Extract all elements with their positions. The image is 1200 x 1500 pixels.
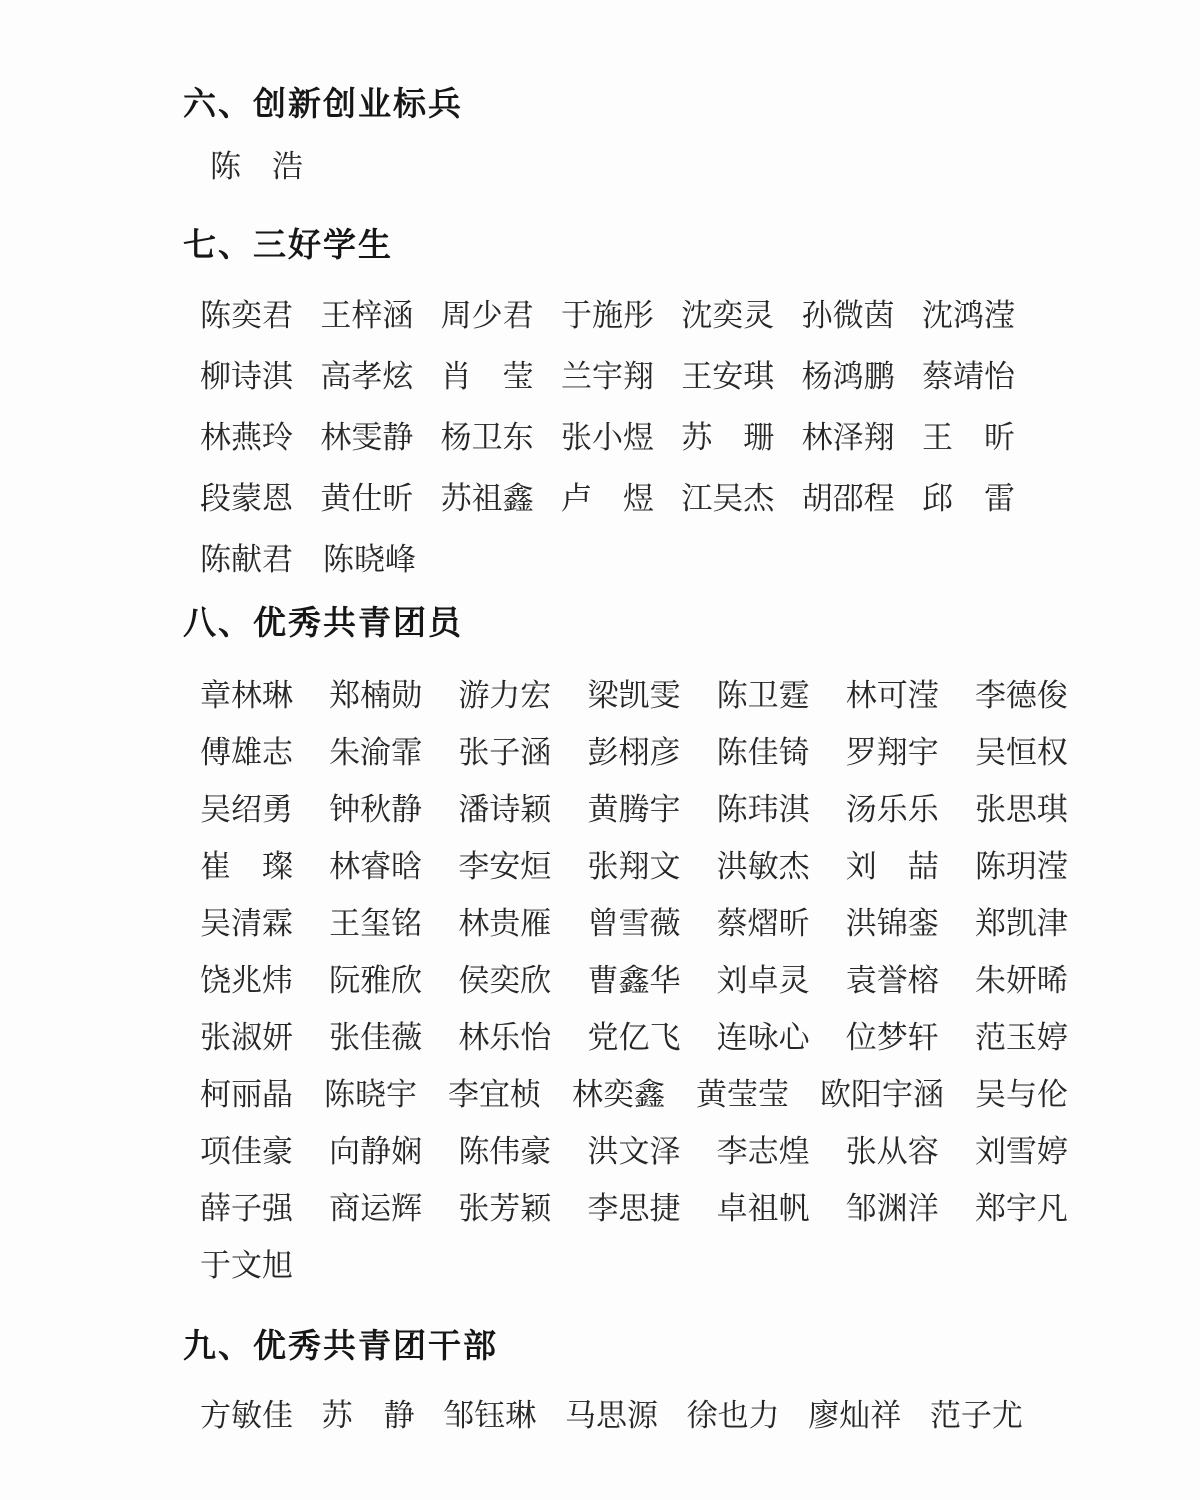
person-name: 王安琪 — [681, 359, 775, 394]
person-name: 李宜桢 — [448, 1077, 541, 1112]
section-innovation-model — [0, 86, 1200, 183]
person-name: 于文旭 — [200, 1248, 293, 1283]
person-name: 郑宇凡 — [974, 1191, 1068, 1226]
person-name: 邹渊洋 — [845, 1191, 939, 1226]
person-name: 段蒙恩 — [200, 481, 293, 516]
person-name: 向静娴 — [329, 1134, 423, 1169]
name-list-three-good-students — [200, 300, 1200, 576]
name-row — [200, 680, 1068, 712]
name-row — [200, 965, 1068, 997]
person-name: 朱渝霏 — [329, 735, 423, 770]
person-name: 杨卫东 — [440, 420, 534, 455]
person-name: 张芳颖 — [458, 1191, 552, 1226]
person-name: 欧阳宇涵 — [820, 1077, 944, 1112]
person-name: 江吴杰 — [681, 481, 775, 516]
person-name: 林贵雁 — [458, 906, 552, 941]
person-name: 洪文泽 — [587, 1134, 681, 1169]
person-name: 朱妍晞 — [974, 963, 1068, 998]
person-name: 张淑妍 — [200, 1020, 293, 1055]
person-name: 曾雪薇 — [587, 906, 681, 941]
person-name: 肖 莹 — [440, 359, 534, 394]
person-name: 林泽翔 — [801, 420, 895, 455]
person-name: 林可滢 — [845, 678, 939, 713]
person-name: 章林琳 — [200, 678, 293, 713]
person-name: 陈献君 — [200, 542, 293, 577]
person-name: 黄仕昕 — [320, 481, 414, 516]
person-name: 汤乐乐 — [845, 792, 939, 827]
person-name: 刘 喆 — [845, 849, 939, 884]
person-name: 于施彤 — [560, 298, 654, 333]
person-name: 梁凯雯 — [587, 678, 681, 713]
person-name: 王 昕 — [921, 420, 1015, 455]
person-name: 刘雪婷 — [974, 1134, 1068, 1169]
person-name: 吴清霖 — [200, 906, 293, 941]
person-name: 位梦轩 — [845, 1020, 939, 1055]
person-name: 陈晓宇 — [324, 1077, 417, 1112]
person-name: 曹鑫华 — [587, 963, 681, 998]
person-name: 郑楠勋 — [329, 678, 423, 713]
person-name: 李志煌 — [716, 1134, 810, 1169]
person-name: 李德俊 — [974, 678, 1068, 713]
section-heading-outstanding-league-members: 八、优秀共青团员 — [183, 604, 463, 641]
name-row — [200, 851, 1068, 883]
person-name: 陈晓峰 — [323, 542, 416, 577]
person-name: 陈伟豪 — [458, 1134, 552, 1169]
name-row — [210, 151, 1025, 183]
person-name: 项佳豪 — [200, 1134, 293, 1169]
person-name: 邱 雷 — [921, 481, 1015, 516]
person-name: 郑凯津 — [974, 906, 1068, 941]
person-name: 连咏心 — [716, 1020, 810, 1055]
person-name: 邹钰琳 — [443, 1398, 537, 1433]
person-name: 陈玥滢 — [974, 849, 1068, 884]
name-row — [200, 361, 1015, 393]
person-name: 罗翔宇 — [845, 735, 939, 770]
section-heading-innovation-model: 六、创新创业标兵 — [183, 85, 463, 122]
person-name: 林雯静 — [320, 420, 414, 455]
person-name: 陈玮淇 — [716, 792, 810, 827]
person-name: 周少君 — [440, 298, 534, 333]
person-name: 沈奕灵 — [681, 298, 775, 333]
person-name: 廖灿祥 — [808, 1398, 902, 1433]
person-name: 沈鸿滢 — [921, 298, 1015, 333]
person-name: 林奕鑫 — [572, 1077, 665, 1112]
person-name: 方敏佳 — [200, 1398, 293, 1433]
person-name: 张佳薇 — [329, 1020, 423, 1055]
person-name: 陈 浩 — [210, 149, 303, 184]
section-heading-three-good-students: 七、三好学生 — [183, 226, 393, 263]
person-name: 苏 珊 — [681, 420, 775, 455]
name-row — [200, 1400, 1023, 1432]
person-name: 阮雅欣 — [329, 963, 423, 998]
person-name: 胡邵程 — [801, 481, 895, 516]
name-row — [200, 300, 1015, 332]
person-name: 张从容 — [845, 1134, 939, 1169]
person-name: 刘卓灵 — [716, 963, 810, 998]
name-row — [200, 1136, 1068, 1168]
person-name: 吴恒权 — [974, 735, 1068, 770]
person-name: 苏祖鑫 — [440, 481, 534, 516]
name-row — [200, 483, 1015, 515]
person-name: 兰宇翔 — [560, 359, 654, 394]
person-name: 杨鸿鹏 — [801, 359, 895, 394]
person-name: 钟秋静 — [329, 792, 423, 827]
person-name: 崔 璨 — [200, 849, 293, 884]
person-name: 孙微茵 — [801, 298, 895, 333]
name-row — [200, 1193, 1068, 1225]
person-name: 侯奕欣 — [458, 963, 552, 998]
person-name: 陈卫霆 — [716, 678, 810, 713]
person-name: 袁誉榕 — [845, 963, 939, 998]
person-name: 彭栩彦 — [587, 735, 681, 770]
name-row — [200, 1079, 1068, 1111]
person-name: 柳诗淇 — [200, 359, 293, 394]
person-name: 张思琪 — [974, 792, 1068, 827]
person-name: 黄莹莹 — [696, 1077, 789, 1112]
person-name: 薛子强 — [200, 1191, 293, 1226]
name-row — [200, 1250, 1068, 1282]
name-row — [200, 1022, 1068, 1054]
person-name: 范子尤 — [929, 1398, 1023, 1433]
person-name: 张子涵 — [458, 735, 552, 770]
person-name: 林睿晗 — [329, 849, 423, 884]
person-name: 卢 煜 — [560, 481, 654, 516]
person-name: 蔡熠昕 — [716, 906, 810, 941]
person-name: 徐也力 — [686, 1398, 780, 1433]
person-name: 饶兆炜 — [200, 963, 293, 998]
person-name: 高孝炫 — [320, 359, 414, 394]
person-name: 陈佳锜 — [716, 735, 810, 770]
name-list-outstanding-league-cadres — [200, 1400, 1200, 1432]
person-name: 党亿飞 — [587, 1020, 681, 1055]
person-name: 王玺铭 — [329, 906, 423, 941]
person-name: 苏 静 — [321, 1398, 415, 1433]
person-name: 洪锦銮 — [845, 906, 939, 941]
person-name: 吴与伦 — [975, 1077, 1068, 1112]
name-list-innovation-model — [200, 151, 1200, 183]
person-name: 范玉婷 — [974, 1020, 1068, 1055]
person-name: 王梓涵 — [320, 298, 414, 333]
person-name: 蔡靖怡 — [921, 359, 1015, 394]
name-row — [200, 544, 1015, 576]
person-name: 吴绍勇 — [200, 792, 293, 827]
person-name: 林燕玲 — [200, 420, 293, 455]
person-name: 张翔文 — [587, 849, 681, 884]
section-outstanding-league-members — [0, 605, 1200, 1282]
person-name: 洪敏杰 — [716, 849, 810, 884]
name-row — [200, 737, 1068, 769]
name-row — [200, 794, 1068, 826]
section-heading-outstanding-league-cadres: 九、优秀共青团干部 — [183, 1327, 498, 1364]
person-name: 柯丽晶 — [200, 1077, 293, 1112]
name-list-outstanding-league-members — [200, 680, 1200, 1282]
section-outstanding-league-cadres — [0, 1328, 1200, 1432]
person-name: 潘诗颖 — [458, 792, 552, 827]
person-name: 游力宏 — [458, 678, 552, 713]
person-name: 林乐怡 — [458, 1020, 552, 1055]
person-name: 陈奕君 — [200, 298, 293, 333]
person-name: 张小煜 — [560, 420, 654, 455]
person-name: 商运辉 — [329, 1191, 423, 1226]
name-row — [200, 422, 1015, 454]
person-name: 傅雄志 — [200, 735, 293, 770]
person-name: 马思源 — [564, 1398, 658, 1433]
person-name: 李思捷 — [587, 1191, 681, 1226]
person-name: 卓祖帆 — [716, 1191, 810, 1226]
section-three-good-students — [0, 227, 1200, 576]
person-name: 黄腾宇 — [587, 792, 681, 827]
name-row — [200, 908, 1068, 940]
person-name: 李安烜 — [458, 849, 552, 884]
